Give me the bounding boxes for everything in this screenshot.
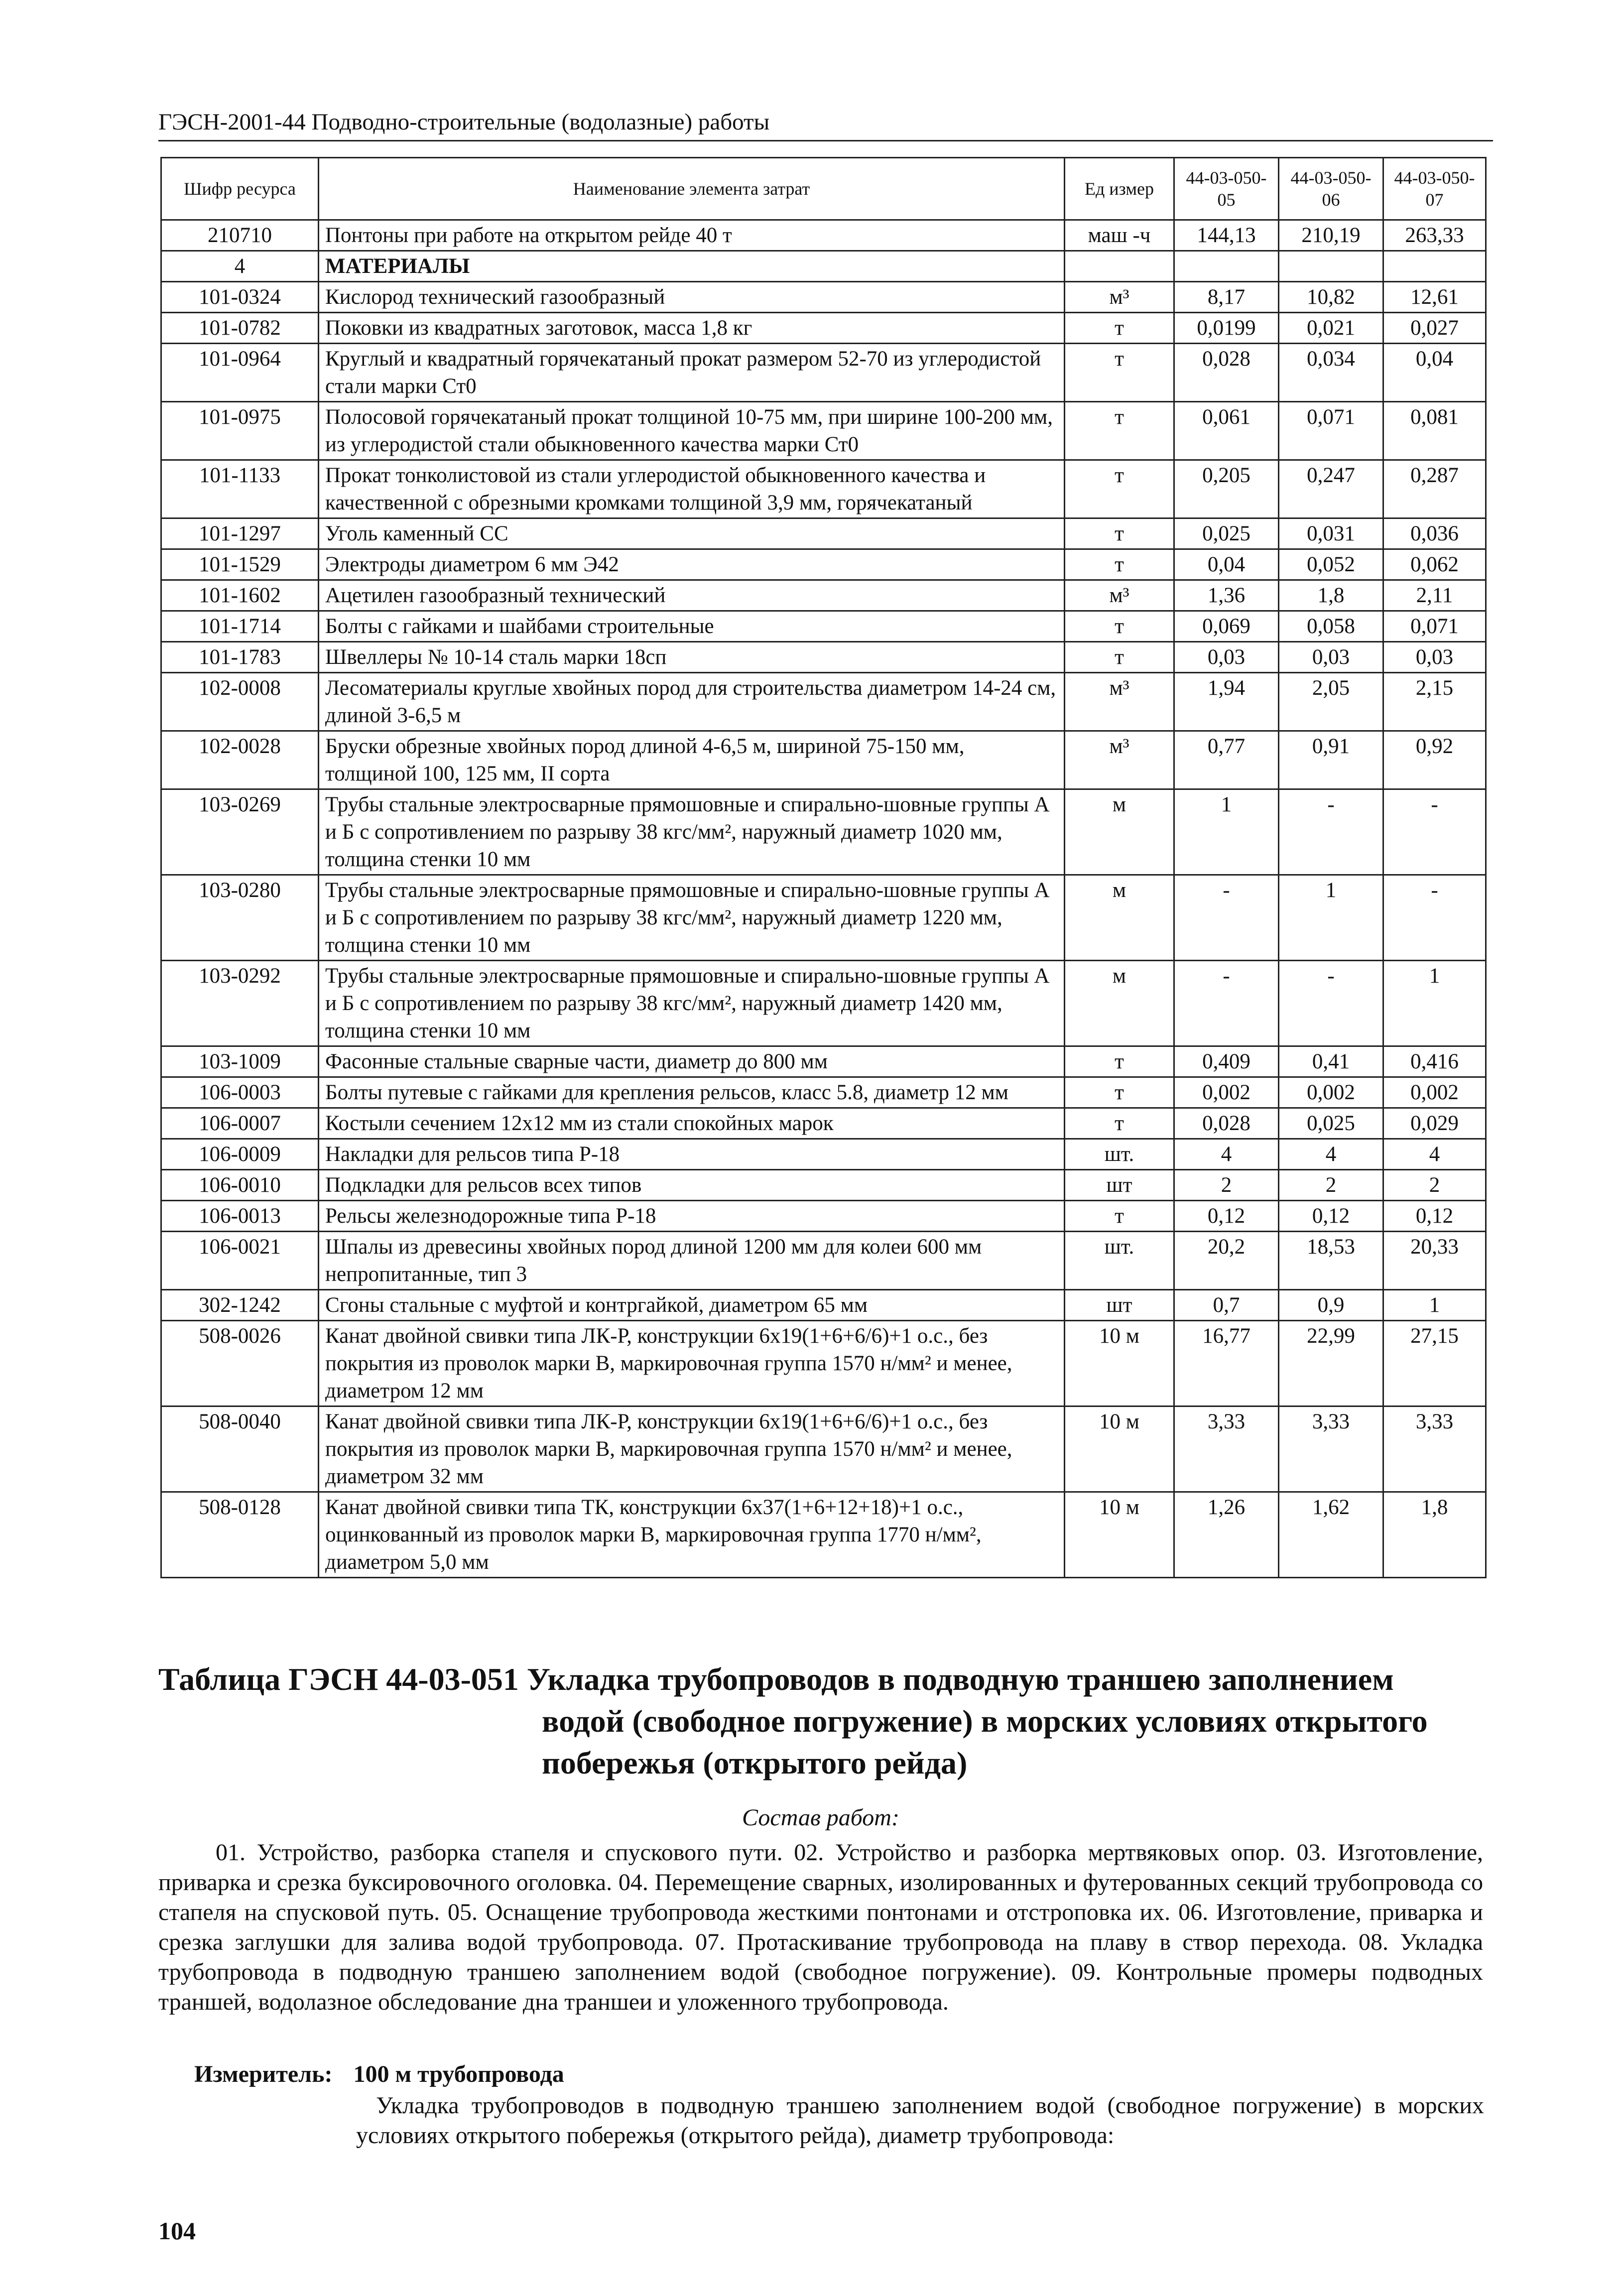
- row-value-c1: 0,12: [1174, 1201, 1279, 1232]
- row-value-c3: [1383, 251, 1486, 282]
- row-value-c2: 0,034: [1279, 344, 1383, 402]
- row-unit: маш -ч: [1065, 220, 1174, 251]
- row-code: 508-0128: [161, 1492, 319, 1578]
- row-code: 101-1602: [161, 580, 319, 611]
- resource-table: [160, 157, 1487, 1578]
- table-row: [161, 789, 1486, 875]
- row-value-c3: 1: [1383, 1290, 1486, 1321]
- row-value-c2: 0,025: [1279, 1108, 1383, 1139]
- row-unit: т: [1065, 1201, 1174, 1232]
- row-value-c3: 0,03: [1383, 642, 1486, 673]
- table-row: [161, 460, 1486, 518]
- section-title: [158, 1658, 1503, 1784]
- row-unit: м: [1065, 789, 1174, 875]
- row-value-c1: 0,025: [1174, 518, 1279, 549]
- row-value-c2: 0,91: [1279, 731, 1383, 789]
- row-unit: м: [1065, 875, 1174, 961]
- row-unit: т: [1065, 344, 1174, 402]
- row-name: Сгоны стальные с муфтой и контргайкой, диаметром 65 мм: [319, 1290, 1065, 1321]
- row-unit: т: [1065, 1108, 1174, 1139]
- row-value-c3: 1: [1383, 961, 1486, 1046]
- row-value-c2: 0,052: [1279, 549, 1383, 580]
- row-value-c3: 0,416: [1383, 1046, 1486, 1077]
- row-name: Канат двойной свивки типа ТК, конструкции 6х37(1+6+12+18)+1 о.с., оцинкованный из проволок марки В, маркировочная группа 1770 н/мм², диаметром 5,0 мм: [319, 1492, 1065, 1578]
- row-value-c1: 0,0199: [1174, 313, 1279, 344]
- table-row: [161, 1077, 1486, 1108]
- row-value-c1: 1,94: [1174, 673, 1279, 731]
- row-value-c3: 0,12: [1383, 1201, 1486, 1232]
- row-value-c2: 1,8: [1279, 580, 1383, 611]
- table-row: [161, 1201, 1486, 1232]
- row-code: 106-0009: [161, 1139, 319, 1170]
- table-row: [161, 220, 1486, 251]
- row-value-c3: 2,11: [1383, 580, 1486, 611]
- row-name: Понтоны при работе на открытом рейде 40 т: [319, 220, 1065, 251]
- row-value-c2: 0,12: [1279, 1201, 1383, 1232]
- row-name: Швеллеры № 10-14 сталь марки 18сп: [319, 642, 1065, 673]
- row-code: 508-0040: [161, 1406, 319, 1492]
- row-value-c1: 0,03: [1174, 642, 1279, 673]
- row-code: 106-0007: [161, 1108, 319, 1139]
- row-unit: т: [1065, 1077, 1174, 1108]
- table-row: [161, 642, 1486, 673]
- col-header-c2: 44-03-050-06: [1279, 158, 1383, 220]
- table-row: [161, 282, 1486, 313]
- row-unit: м: [1065, 961, 1174, 1046]
- row-value-c3: 2: [1383, 1170, 1486, 1201]
- row-value-c1: 144,13: [1174, 220, 1279, 251]
- table-row: [161, 344, 1486, 402]
- row-unit: м³: [1065, 580, 1174, 611]
- row-value-c2: 10,82: [1279, 282, 1383, 313]
- page-number: 104: [158, 2217, 196, 2245]
- row-name: Болты путевые с гайками для крепления рельсов, класс 5.8, диаметр 12 мм: [319, 1077, 1065, 1108]
- row-unit: т: [1065, 549, 1174, 580]
- row-value-c3: 0,081: [1383, 402, 1486, 460]
- row-name: Канат двойной свивки типа ЛК-Р, конструкции 6х19(1+6+6/6)+1 о.с., без покрытия из проволок марки В, маркировочная группа 1570 н/мм² и менее, диаметром 32 мм: [319, 1406, 1065, 1492]
- row-name: Поковки из квадратных заготовок, масса 1,8 кг: [319, 313, 1065, 344]
- row-value-c2: 0,03: [1279, 642, 1383, 673]
- row-code: 103-1009: [161, 1046, 319, 1077]
- row-name: Трубы стальные электросварные прямошовные и спирально-шовные группы А и Б с сопротивлением по разрыву 38 кгс/мм², наружный диаметр 1020 мм, толщина стенки 10 мм: [319, 789, 1065, 875]
- section-title-line1: Таблица ГЭСН 44-03-051 Укладка трубопроводов в подводную траншею заполнением: [158, 1661, 1394, 1697]
- table-row: [161, 549, 1486, 580]
- table-row: [161, 313, 1486, 344]
- row-unit: т: [1065, 1046, 1174, 1077]
- row-code: 102-0008: [161, 673, 319, 731]
- col-header-name: Наименование элемента затрат: [319, 158, 1065, 220]
- row-value-c2: 18,53: [1279, 1232, 1383, 1290]
- table-row: [161, 580, 1486, 611]
- row-unit: м³: [1065, 731, 1174, 789]
- row-value-c2: 0,058: [1279, 611, 1383, 642]
- work-description: 01. Устройство, разборка стапеля и спускового пути. 02. Устройство и разборка мертвяковых опор. 03. Изготовление, приварка и срезка буксировочного оголовка. 04. Перемещение сварных, изолированных и футерованных секций трубопровода со стапеля на спусковой путь. 05. Оснащение трубопровода жесткими понтонами и отстроповка их. 06. Изготовление, приварка и срезка заглушки для залива водой трубопровода. 07. Протаскивание трубопровода на плаву в створ перехода. 08. Укладка трубопровода в подводную траншею заполнением водой (свободное погружение). 09. Контрольные промеры подводных траншей, водолазное обследование дна траншеи и уложенного трубопровода.: [158, 1839, 1483, 2015]
- row-name: Канат двойной свивки типа ЛК-Р, конструкции 6х19(1+6+6/6)+1 о.с., без покрытия из проволок марки В, маркировочная группа 1570 н/мм² и менее, диаметром 12 мм: [319, 1321, 1065, 1406]
- row-code: 302-1242: [161, 1290, 319, 1321]
- row-name: Болты с гайками и шайбами строительные: [319, 611, 1065, 642]
- row-value-c3: -: [1383, 875, 1486, 961]
- row-value-c2: 0,002: [1279, 1077, 1383, 1108]
- table-row: [161, 1170, 1486, 1201]
- meter-label: Измеритель:: [194, 2061, 333, 2087]
- row-unit: т: [1065, 460, 1174, 518]
- table-row: [161, 1232, 1486, 1290]
- row-unit: т: [1065, 611, 1174, 642]
- row-value-c1: 0,7: [1174, 1290, 1279, 1321]
- col-header-c1: 44-03-050-05: [1174, 158, 1279, 220]
- table-section-row: [161, 251, 1486, 282]
- row-name: Подкладки для рельсов всех типов: [319, 1170, 1065, 1201]
- table-row: [161, 611, 1486, 642]
- table-row: [161, 1046, 1486, 1077]
- row-value-c3: 12,61: [1383, 282, 1486, 313]
- row-value-c1: 0,77: [1174, 731, 1279, 789]
- row-code: 103-0269: [161, 789, 319, 875]
- row-value-c2: 0,021: [1279, 313, 1383, 344]
- row-unit: шт: [1065, 1170, 1174, 1201]
- table-row: [161, 518, 1486, 549]
- row-code: 101-0964: [161, 344, 319, 402]
- row-value-c2: -: [1279, 961, 1383, 1046]
- row-value-c1: 4: [1174, 1139, 1279, 1170]
- row-unit: т: [1065, 313, 1174, 344]
- row-code: 106-0010: [161, 1170, 319, 1201]
- row-unit: [1065, 251, 1174, 282]
- row-value-c1: 1,36: [1174, 580, 1279, 611]
- row-value-c2: [1279, 251, 1383, 282]
- row-value-c2: -: [1279, 789, 1383, 875]
- row-value-c3: -: [1383, 789, 1486, 875]
- row-name: Электроды диаметром 6 мм Э42: [319, 549, 1065, 580]
- row-value-c2: 1: [1279, 875, 1383, 961]
- table-row: [161, 1139, 1486, 1170]
- row-name: Костыли сечением 12х12 мм из стали спокойных марок: [319, 1108, 1065, 1139]
- row-value-c3: 1,8: [1383, 1492, 1486, 1578]
- row-value-c3: 0,287: [1383, 460, 1486, 518]
- row-value-c3: 3,33: [1383, 1406, 1486, 1492]
- row-unit: 10 м: [1065, 1406, 1174, 1492]
- row-value-c2: 0,247: [1279, 460, 1383, 518]
- row-code: 101-0975: [161, 402, 319, 460]
- row-value-c1: 1: [1174, 789, 1279, 875]
- row-value-c3: 4: [1383, 1139, 1486, 1170]
- table-row: [161, 402, 1486, 460]
- row-value-c3: 20,33: [1383, 1232, 1486, 1290]
- row-value-c3: 0,002: [1383, 1077, 1486, 1108]
- row-name: Бруски обрезные хвойных пород длиной 4-6,5 м, шириной 75-150 мм, толщиной 100, 125 мм, II сорта: [319, 731, 1065, 789]
- row-name: Накладки для рельсов типа Р-18: [319, 1139, 1065, 1170]
- row-code: 210710: [161, 220, 319, 251]
- table-row: [161, 1406, 1486, 1492]
- table-row: [161, 1290, 1486, 1321]
- meter-line: [194, 2059, 564, 2089]
- row-value-c1: 20,2: [1174, 1232, 1279, 1290]
- table-header-row: [161, 158, 1486, 220]
- running-header: ГЭСН-2001-44 Подводно-строительные (водолазные) работы: [158, 107, 1493, 141]
- table-body: [161, 220, 1486, 1578]
- row-name: Полосовой горячекатаный прокат толщиной 10-75 мм, при ширине 100-200 мм, из углеродистой стали обыкновенного качества марки Ст0: [319, 402, 1065, 460]
- table-row: [161, 1492, 1486, 1578]
- row-unit: шт.: [1065, 1232, 1174, 1290]
- row-value-c1: [1174, 251, 1279, 282]
- row-code: 101-1714: [161, 611, 319, 642]
- row-value-c2: 3,33: [1279, 1406, 1383, 1492]
- row-code: 103-0280: [161, 875, 319, 961]
- row-unit: т: [1065, 402, 1174, 460]
- row-value-c1: 1,26: [1174, 1492, 1279, 1578]
- row-value-c3: 263,33: [1383, 220, 1486, 251]
- row-name: МАТЕРИАЛЫ: [319, 251, 1065, 282]
- row-code: 102-0028: [161, 731, 319, 789]
- row-value-c1: 0,028: [1174, 344, 1279, 402]
- row-value-c3: 0,029: [1383, 1108, 1486, 1139]
- row-code: 101-0782: [161, 313, 319, 344]
- row-value-c1: 0,061: [1174, 402, 1279, 460]
- row-value-c2: 2,05: [1279, 673, 1383, 731]
- row-value-c2: 2: [1279, 1170, 1383, 1201]
- row-unit: т: [1065, 642, 1174, 673]
- row-name: Прокат тонколистовой из стали углеродистой обыкновенного качества и качественной с обрезными кромками толщиной 3,9 мм, горячекатаный: [319, 460, 1065, 518]
- col-header-code: Шифр ресурса: [161, 158, 319, 220]
- table-row: [161, 673, 1486, 731]
- row-code: 4: [161, 251, 319, 282]
- row-value-c1: 0,028: [1174, 1108, 1279, 1139]
- row-value-c3: 0,036: [1383, 518, 1486, 549]
- row-code: 101-0324: [161, 282, 319, 313]
- row-value-c1: -: [1174, 961, 1279, 1046]
- row-value-c1: -: [1174, 875, 1279, 961]
- row-name: Круглый и квадратный горячекатаный прокат размером 52-70 из углеродистой стали марки Ст0: [319, 344, 1065, 402]
- row-code: 508-0026: [161, 1321, 319, 1406]
- row-name: Трубы стальные электросварные прямошовные и спирально-шовные группы А и Б с сопротивлением по разрыву 38 кгс/мм², наружный диаметр 1420 мм, толщина стенки 10 мм: [319, 961, 1065, 1046]
- row-value-c2: 4: [1279, 1139, 1383, 1170]
- row-unit: 10 м: [1065, 1492, 1174, 1578]
- section-title-line3: побережья (открытого рейда): [542, 1745, 968, 1781]
- row-name: Ацетилен газообразный технический: [319, 580, 1065, 611]
- row-unit: м³: [1065, 282, 1174, 313]
- row-value-c2: 0,41: [1279, 1046, 1383, 1077]
- row-unit: шт.: [1065, 1139, 1174, 1170]
- col-header-unit: Ед измер: [1065, 158, 1174, 220]
- row-code: 101-1297: [161, 518, 319, 549]
- row-code: 101-1783: [161, 642, 319, 673]
- table-row: [161, 1321, 1486, 1406]
- row-name: Лесоматериалы круглые хвойных пород для строительства диаметром 14-24 см, длиной 3-6,5 м: [319, 673, 1065, 731]
- table-row: [161, 1108, 1486, 1139]
- row-value-c1: 0,002: [1174, 1077, 1279, 1108]
- row-value-c2: 22,99: [1279, 1321, 1383, 1406]
- table-row: [161, 731, 1486, 789]
- col-header-c3: 44-03-050-07: [1383, 158, 1486, 220]
- row-value-c1: 3,33: [1174, 1406, 1279, 1492]
- row-code: 106-0003: [161, 1077, 319, 1108]
- row-code: 103-0292: [161, 961, 319, 1046]
- row-unit: шт: [1065, 1290, 1174, 1321]
- row-value-c3: 0,071: [1383, 611, 1486, 642]
- row-code: 101-1529: [161, 549, 319, 580]
- section-title-line2: водой (свободное погружение) в морских условиях открытого: [542, 1703, 1428, 1739]
- row-code: 106-0021: [161, 1232, 319, 1290]
- row-value-c3: 0,062: [1383, 549, 1486, 580]
- row-value-c2: 0,071: [1279, 402, 1383, 460]
- table-intro-text: Укладка трубопроводов в подводную траншею заполнением водой (свободное погружение) в морских условиях открытого побережья (открытого рейда), диаметр трубопровода:: [356, 2092, 1484, 2149]
- row-value-c2: 1,62: [1279, 1492, 1383, 1578]
- row-value-c3: 0,92: [1383, 731, 1486, 789]
- row-name: Кислород технический газообразный: [319, 282, 1065, 313]
- row-value-c2: 0,031: [1279, 518, 1383, 549]
- row-value-c1: 0,069: [1174, 611, 1279, 642]
- meter-value: 100 м трубопровода: [353, 2061, 564, 2087]
- table-row: [161, 875, 1486, 961]
- row-value-c2: 0,9: [1279, 1290, 1383, 1321]
- row-name: Трубы стальные электросварные прямошовные и спирально-шовные группы А и Б с сопротивлением по разрыву 38 кгс/мм², наружный диаметр 1220 мм, толщина стенки 10 мм: [319, 875, 1065, 961]
- row-code: 106-0013: [161, 1201, 319, 1232]
- row-unit: м³: [1065, 673, 1174, 731]
- row-value-c1: 0,04: [1174, 549, 1279, 580]
- row-unit: т: [1065, 518, 1174, 549]
- row-name: Рельсы железнодорожные типа Р-18: [319, 1201, 1065, 1232]
- row-name: Фасонные стальные сварные части, диаметр до 800 мм: [319, 1046, 1065, 1077]
- row-value-c1: 16,77: [1174, 1321, 1279, 1406]
- row-unit: 10 м: [1065, 1321, 1174, 1406]
- row-value-c3: 2,15: [1383, 673, 1486, 731]
- row-value-c1: 0,205: [1174, 460, 1279, 518]
- row-value-c3: 27,15: [1383, 1321, 1486, 1406]
- row-name: Уголь каменный СС: [319, 518, 1065, 549]
- row-name: Шпалы из древесины хвойных пород длиной 1200 мм для колеи 600 мм непропитанные, тип 3: [319, 1232, 1065, 1290]
- row-value-c2: 210,19: [1279, 220, 1383, 251]
- row-value-c1: 2: [1174, 1170, 1279, 1201]
- work-heading: Состав работ:: [742, 1804, 899, 1831]
- table-row: [161, 961, 1486, 1046]
- row-value-c1: 8,17: [1174, 282, 1279, 313]
- row-value-c3: 0,04: [1383, 344, 1486, 402]
- row-value-c3: 0,027: [1383, 313, 1486, 344]
- row-value-c1: 0,409: [1174, 1046, 1279, 1077]
- row-code: 101-1133: [161, 460, 319, 518]
